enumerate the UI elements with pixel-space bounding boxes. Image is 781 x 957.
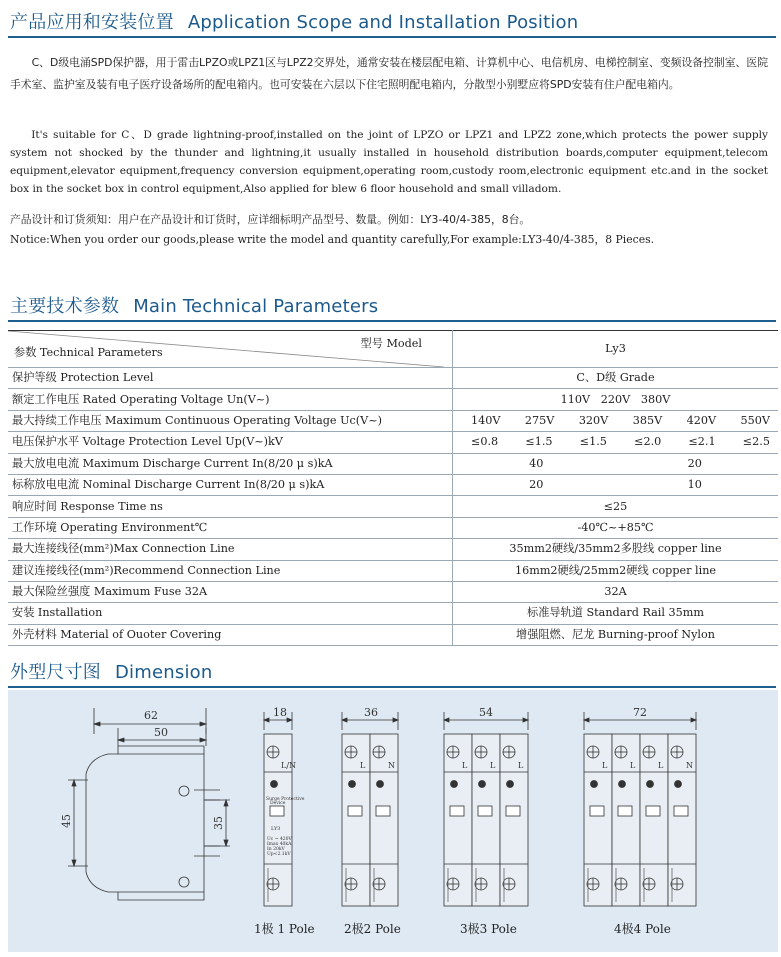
dim-width: 54 [479,706,493,719]
pole-label: 2极2 Pole [344,922,401,936]
terminal-label: L [658,761,664,770]
row-value: ≤25 [453,496,779,517]
row-value: 增强阻燃、尼龙 Burning-proof Nylon [453,624,779,645]
value-item: 380V [640,392,671,406]
title-cn: 产品应用和安装位置 [10,12,174,33]
header-value: Ly3 [453,331,779,368]
value-item: 20 [687,456,702,470]
table-row [8,624,778,645]
paragraph-en: It's suitable for C、D grade lightning-proof,installed on the joint of LPZO or LPZ1 and LPZ2 zone,which protects the power supply system not shocked by the thunder and lightning,it usually installed in household distribution boards,computer equipment,telecom equipment,elevator equipment,frequency conversion equipment,operating room,custody room,electronic equipment etc.and in the socket box in the socket box in control equipment,Also applied for blew 6 floor household and small villadom. [10,129,768,195]
row-label: 额定工作电压 Rated Operating Voltage Un(V~) [8,389,453,410]
value-item: 550V [740,413,770,427]
terminal-label: L [518,761,524,770]
section-title-dimension [10,658,212,684]
table-header-row [8,331,778,368]
table-row [8,368,778,389]
table-row [8,474,778,495]
terminal-label: L/N [281,761,297,770]
section-title-application [10,8,578,34]
dim-inner-width: 50 [154,726,168,739]
value-item: 110V [560,392,591,406]
row-label: 最大连接线径(mm²)Max Connection Line [8,539,453,560]
section-title-parameters [10,292,378,318]
header-diagonal-cell [8,331,453,368]
pole-label: 1极 1 Pole [254,922,315,936]
divider [8,36,776,38]
row-value: C、D级 Grade [453,368,779,389]
table-row [8,560,778,581]
row-label: 标称放电电流 Nominal Discharge Current In(8/20 μ s)kA [8,474,453,495]
row-value [453,474,779,495]
row-value [453,432,779,453]
row-value [453,453,779,474]
header-model: 型号 Model [360,337,422,350]
title-cn: 外型尺寸图 [10,662,101,683]
row-label: 建议连接线径(mm²)Recommend Connection Line [8,560,453,581]
value-item: ≤2.5 [742,435,770,449]
row-label: 最大持续工作电压 Maximum Continuous Operating Voltage Uc(V~) [8,410,453,431]
dim-width: 18 [273,706,287,719]
module-spec2: Imax 40kA [267,842,292,847]
module-spec3: In 20kV [267,847,285,852]
terminal-label: N [686,761,693,770]
row-label: 响应时间 Response Time ns [8,496,453,517]
row-value: 16mm2硬线/25mm2硬线 copper line [453,560,779,581]
row-label: 安装 Installation [8,603,453,624]
table-row [8,539,778,560]
row-value: 35mm2硬线/35mm2多股线 copper line [453,539,779,560]
value-item: 40 [529,456,544,470]
module-spec1: Uc ~ 420V [267,837,292,842]
table-row [8,453,778,474]
pole-label: 3极3 Pole [460,922,517,936]
table-row [8,581,778,602]
row-label: 电压保护水平 Voltage Protection Level Up(V~)kV [8,432,453,453]
value-item: ≤1.5 [579,435,607,449]
row-value [453,389,779,410]
row-label: 工作环境 Operating Environment℃ [8,517,453,538]
header-params: 参数 Technical Parameters [14,346,163,359]
value-item: 20 [529,478,544,492]
row-value: -40℃~+85℃ [453,517,779,538]
dim-rail-height: 35 [212,816,225,830]
dimension-panel [8,690,778,952]
value-item: 140V [471,413,501,427]
value-item: ≤1.5 [525,435,553,449]
module-3-pole [444,706,528,906]
value-item: 385V [632,413,663,427]
title-en: Application Scope and Installation Position [187,12,579,33]
paragraph-cn: C、D级电涌SPD保护器，用于雷击LPZO或LPZ1区与LPZ2交界处，通常安装在楼层配电箱、计算机中心、电信机房、电梯控制室、变频设备控制室、医院手术室、监护室及装有电子医疗设备场所的配电箱内。也可安装在六层以下住宅照明配电箱内，分散型小别墅应将SPD安装有住户配电箱内。 [10,56,768,91]
module-model: LY3 [271,826,281,832]
terminal-label: L [360,761,366,770]
table-row [8,603,778,624]
table-row [8,389,778,410]
row-value [453,410,779,431]
title-en: Dimension [115,662,213,683]
row-label: 最大保险丝强度 Maximum Fuse 32A [8,581,453,602]
value-item: ≤2.0 [634,435,662,449]
terminal-label: L [602,761,608,770]
table-row [8,496,778,517]
value-item: ≤0.8 [471,435,499,449]
title-en: Main Technical Parameters [133,296,379,317]
row-label: 保护等级 Protection Level [8,368,453,389]
value-item: 275V [524,413,555,427]
value-item: ≤2.1 [688,435,716,449]
parameters-table [8,330,778,646]
table-row [8,410,778,431]
module-1-pole [264,706,296,906]
dim-width: 72 [633,706,647,719]
row-label: 最大放电电流 Maximum Discharge Current In(8/20 μ s)kA [8,453,453,474]
row-value: 标准导轨道 Standard Rail 35mm [453,603,779,624]
value-item: 10 [687,478,702,492]
divider [8,320,776,322]
row-label: 外壳材料 Material of Ouoter Covering [8,624,453,645]
module-4-pole [584,706,696,906]
title-cn: 主要技术参数 [10,296,120,317]
notice-cn: 产品设计和订货须知：用户在产品设计和订货时，应详细标明产品型号、数量。例如：LY3-40/4-385，8台。 [10,213,531,226]
terminal-label: L [630,761,636,770]
dim-width: 36 [364,706,378,719]
value-item: 420V [686,413,717,427]
dim-height: 45 [60,814,73,828]
table-row [8,517,778,538]
table-row [8,432,778,453]
module-spec4: Up<2.1kV [267,852,291,857]
divider [8,686,776,688]
side-view [60,708,230,900]
pole-label: 4极4 Pole [614,922,671,936]
module-2-pole [342,706,398,906]
device-line2: Device [270,801,286,806]
row-value: 32A [453,581,779,602]
dimension-drawing [8,690,778,952]
dim-overall-width: 62 [144,709,158,722]
value-item: 220V [600,392,631,406]
notice-en: Notice:When you order our goods,please write the model and quantity carefully,For example:LY3-40/4-385，8 Pieces. [10,233,655,246]
device-line1: Surge Protective [266,797,305,802]
terminal-label: L [490,761,496,770]
terminal-label: N [388,761,395,770]
value-item: 320V [578,413,609,427]
terminal-label: L [462,761,468,770]
